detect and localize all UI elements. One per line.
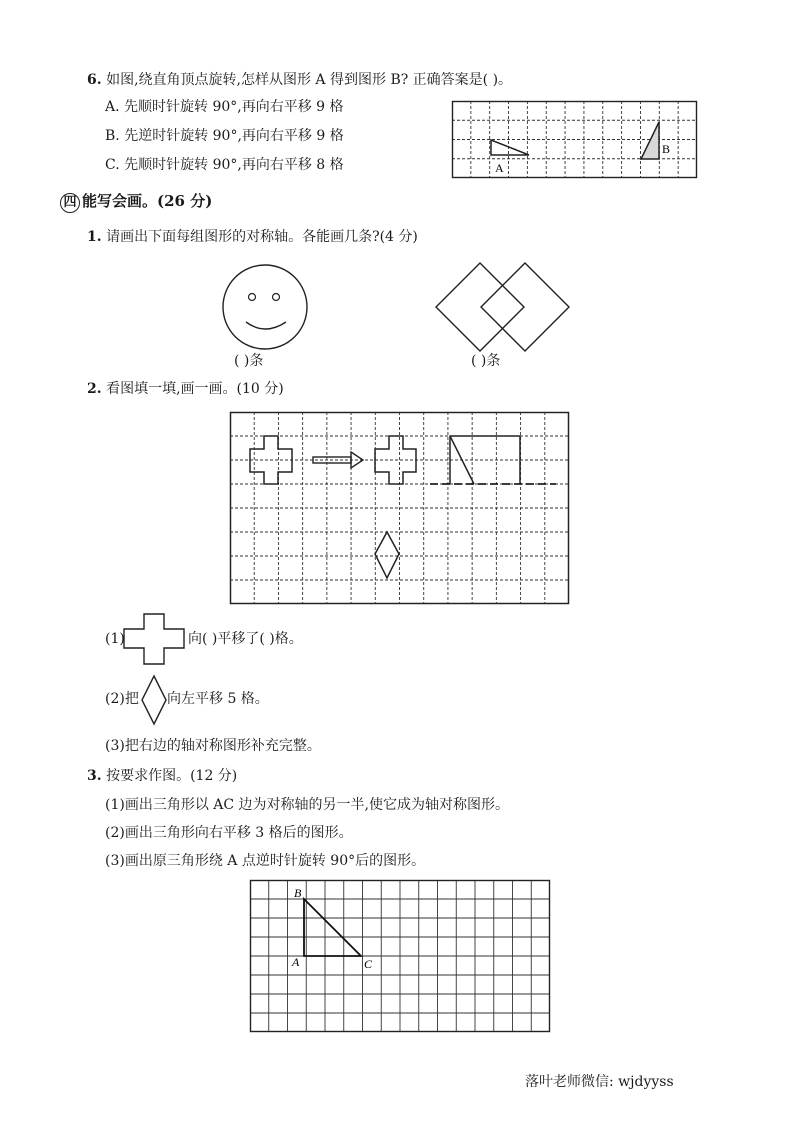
q6-text: 如图,绕直角顶点旋转,怎样从图形 A 得到图形 B? 正确答案是( )。 — [106, 72, 513, 88]
p2-number: 2. — [87, 381, 102, 397]
rhombus-inline — [141, 675, 167, 725]
p3-number: 3. — [87, 768, 102, 784]
q6-label-a: A — [495, 161, 504, 175]
p2-question — [87, 380, 284, 398]
rhombus-shape — [375, 532, 399, 578]
smiley-left-eye — [249, 294, 256, 301]
p3-sub1: (1)画出三角形以 AC 边为对称轴的另一半,使它成为轴对称图形。 — [105, 797, 510, 813]
p3-label-b: B — [294, 886, 302, 900]
p2-text: 看图填一填,画一画。(10 分) — [106, 381, 284, 397]
p2-sub1-prefix: (1) — [105, 631, 125, 647]
q6-label-b: B — [662, 142, 671, 156]
p1-text: 请画出下面每组图形的对称轴。各能画几条?(4 分) — [106, 229, 418, 245]
q6-number: 6. — [87, 72, 102, 88]
p1-number: 1. — [87, 229, 102, 245]
section4-badge: 四 — [60, 193, 80, 213]
smiley-face-figure — [220, 262, 310, 352]
p1-blank-1: ( )条 — [234, 353, 264, 369]
q6-option-b: B. 先逆时针旋转 90°,再向右平移 9 格 — [105, 128, 344, 144]
q6-question — [87, 71, 512, 89]
cross-shape-inline — [122, 613, 186, 665]
p3-question — [87, 767, 237, 785]
p2-sub3: (3)把右边的轴对称图形补充完整。 — [105, 738, 321, 754]
p3-label-c: C — [364, 957, 373, 971]
p1-blank-2: ( )条 — [471, 353, 501, 369]
p3-text: 按要求作图。(12 分) — [106, 768, 238, 784]
smiley-mouth — [246, 322, 286, 329]
p3-sub2: (2)画出三角形向右平移 3 格后的图形。 — [105, 825, 353, 841]
q6-grid-figure — [452, 101, 697, 178]
q6-option-a: A. 先顺时针旋转 90°,再向右平移 9 格 — [105, 99, 344, 115]
footer-contact: 落叶老师微信: wjdyyss — [525, 1074, 674, 1090]
p3-sub3: (3)画出原三角形绕 A 点逆时针旋转 90°后的图形。 — [105, 853, 426, 869]
smiley-right-eye — [273, 294, 280, 301]
q6-triangle-a — [491, 140, 529, 155]
p3-label-a: A — [292, 955, 300, 969]
p3-grid-figure — [250, 880, 550, 1032]
p2-sub2-suffix: 向左平移 5 格。 — [167, 691, 269, 707]
p3-triangle — [304, 899, 361, 956]
q6-triangle-b — [641, 122, 659, 159]
section4-header — [60, 192, 212, 213]
p1-question — [87, 228, 418, 246]
overlapping-squares-figure — [432, 262, 582, 352]
p2-sub1-suffix: 向( )平移了( )格。 — [188, 631, 303, 647]
q6-option-c: C. 先顺时针旋转 90°,再向右平移 8 格 — [105, 157, 344, 173]
p2-sub2-prefix: (2)把 — [105, 691, 139, 707]
p2-grid-figure — [230, 412, 569, 604]
section4-title: 能写会画。(26 分) — [82, 192, 213, 210]
